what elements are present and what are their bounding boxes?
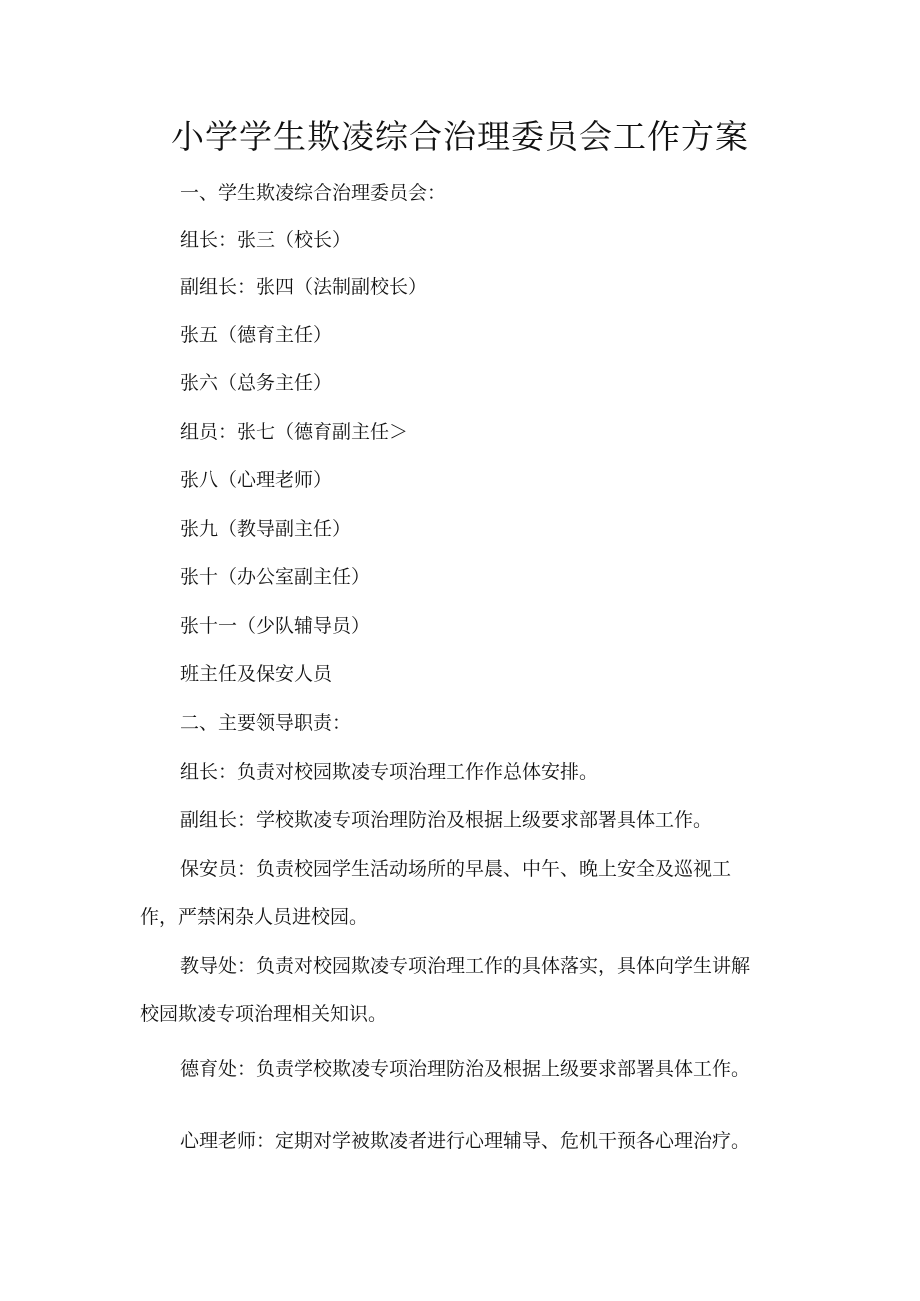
member-line-members: 组员：张七（德育副主任＞ bbox=[180, 421, 409, 443]
duty-line-security-cont: 作，严禁闲杂人员进校园。 bbox=[140, 906, 369, 928]
duty-line-deputy-leader: 副组长：学校欺凌专项治理防治及根据上级要求部署具体工作。 bbox=[180, 809, 713, 831]
member-line: 张十一（少队辅导员） bbox=[180, 615, 371, 637]
member-line: 张九（教导副主任） bbox=[180, 518, 352, 540]
duty-line-teaching-office: 教导处：负责对校园欺凌专项治理工作的具体落实，具体向学生讲解 bbox=[180, 955, 751, 977]
duty-line-security: 保安员：负责校园学生活动场所的早晨、中午、晚上安全及巡视工 bbox=[180, 858, 732, 880]
member-line: 张八（心理老师） bbox=[180, 469, 333, 491]
member-line: 张十（办公室副主任） bbox=[180, 566, 371, 588]
section-heading-committee: 一、学生欺凌综合治理委员会： bbox=[180, 182, 447, 204]
member-line: 班主任及保安人员 bbox=[180, 663, 333, 685]
member-line-deputy-leader: 副组长：张四（法制副校长） bbox=[180, 276, 428, 298]
duty-line-counselor: 心理老师：定期对学被欺凌者进行心理辅导、危机干预各心理治疗。 bbox=[180, 1130, 751, 1152]
duty-line-teaching-office-cont: 校园欺凌专项治理相关知识。 bbox=[140, 1003, 388, 1025]
member-line-leader: 组长：张三（校长） bbox=[180, 229, 352, 251]
section-heading-duties: 二、主要领导职责： bbox=[180, 712, 352, 734]
member-line: 张五（德育主任） bbox=[180, 324, 333, 346]
duty-line-moral-office: 德育处：负责学校欺凌专项治理防治及根据上级要求部署具体工作。 bbox=[180, 1058, 751, 1080]
document-title: 小学学生欺凌综合治理委员会工作方案 bbox=[171, 117, 749, 156]
duty-line-leader: 组长：负责对校园欺凌专项治理工作作总体安排。 bbox=[180, 761, 599, 783]
member-line: 张六（总务主任） bbox=[180, 372, 333, 394]
